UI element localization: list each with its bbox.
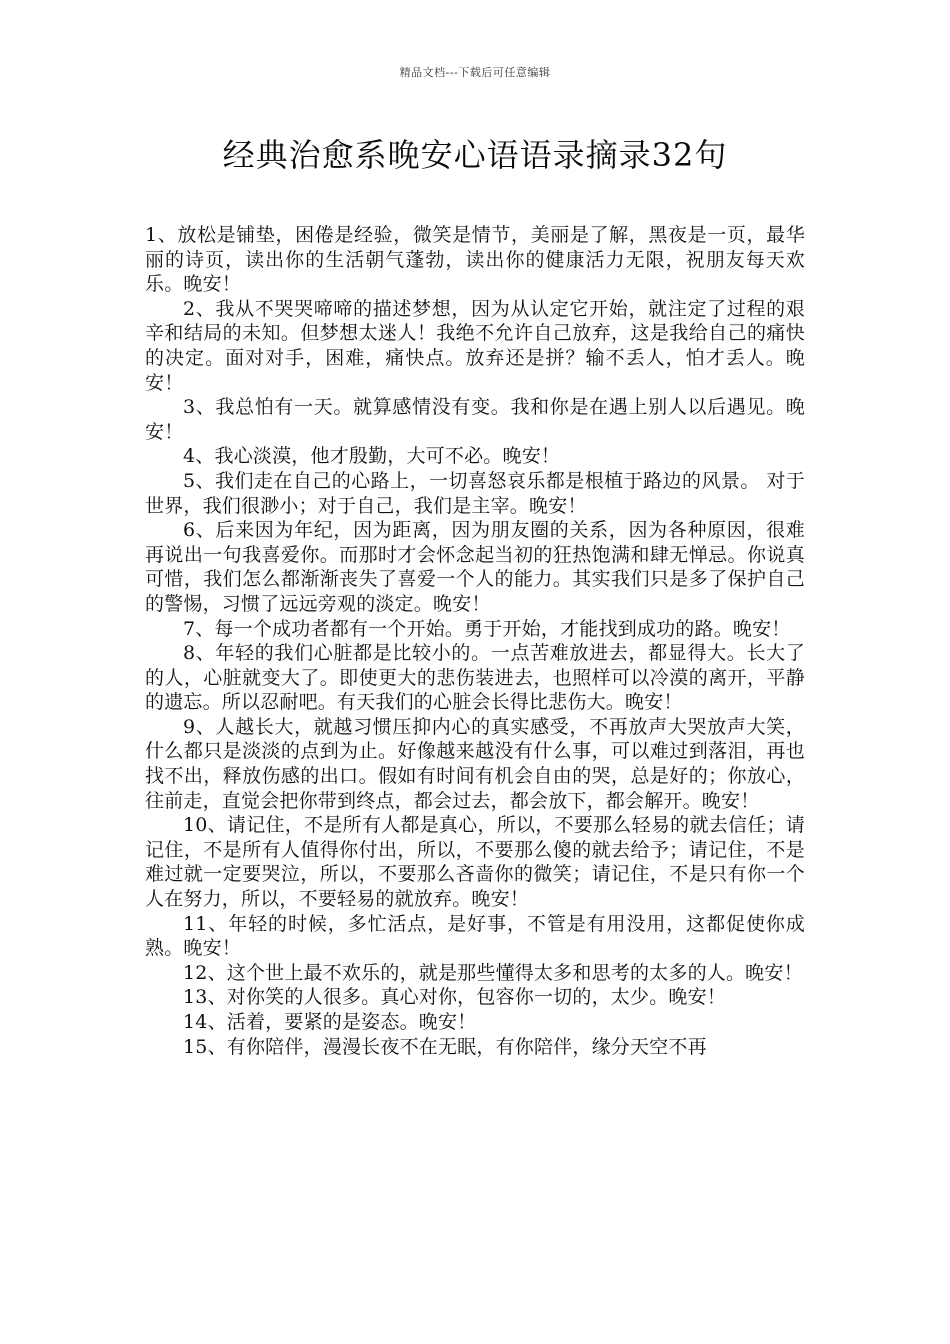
- paragraph-11: 11、年轻的时候，多忙活点，是好事，不管是有用没用，这都促使你成熟。晚安！: [145, 912, 805, 960]
- paragraph-9: 9、人越长大，就越习惯压抑内心的真实感受，不再放声大哭放声大笑，什么都只是淡淡的点到为止。好像越来越没有什么事，可以难过到落泪，再也找不出，释放伤感的出口。假如有时间有机会自由的哭，总是好的；你放心，往前走，直觉会把你带到终点，都会过去，都会放下，都会解开。晚安！: [145, 715, 805, 812]
- paragraph-8: 8、年轻的我们心脏都是比较小的。一点苦难放进去，都显得大。长大了的人，心脏就变大了。即使更大的悲伤装进去，也照样可以冷漠的离开，平静的遗忘。所以忍耐吧。有天我们的心脏会长得比悲伤大。晚安！: [145, 642, 805, 714]
- document-title: 经典治愈系晚安心语语录摘录32句: [222, 136, 728, 174]
- paragraph-10: 10、请记住，不是所有人都是真心，所以，不要那么轻易的就去信任；请记住，不是所有人值得你付出，所以，不要那么傻的就去给予；请记住，不是难过就一定要哭泣，所以，不要那么吝啬你的微笑；请记住，不是只有你一个人在努力，所以，不要轻易的就放弃。晚安！: [145, 814, 805, 911]
- paragraph-13: 13、对你笑的人很多。真心对你，包容你一切的，太少。晚安！: [183, 986, 726, 1009]
- paragraph-3: 3、我总怕有一天。就算感情没有变。我和你是在遇上别人以后遇见。晚安！: [145, 396, 805, 443]
- paragraph-5: 5、我们走在自己的心路上，一切喜怒哀乐都是根植于路边的风景。 对于世界，我们很渺小；对于自己，我们是主宰。晚安！: [145, 469, 805, 517]
- header-note: 精品文档---下载后可任意编辑: [399, 66, 551, 79]
- paragraph-4: 4、我心淡漠，他才殷勤，大可不必。晚安！: [183, 445, 561, 468]
- paragraph-7: 7、每一个成功者都有一个开始。勇于开始，才能找到成功的路。晚安！: [183, 617, 791, 640]
- paragraph-15: 15、有你陪伴，漫漫长夜不在无眠，有你陪伴，缘分天空不再: [183, 1035, 707, 1058]
- paragraph-6: 6、后来因为年纪，因为距离，因为朋友圈的关系，因为各种原因，很难再说出一句我喜爱你。而那时才会怀念起当初的狂热饱满和肆无惮忌。你说真可惜，我们怎么都渐渐丧失了喜爱一个人的能力。其实我们只是多了保护自己的警惕，习惯了远远旁观的淡定。晚安！: [145, 519, 805, 615]
- paragraph-1: 1、放松是铺垫，困倦是经验，微笑是情节，美丽是了解，黑夜是一页，最华丽的诗页，读出你的生活朝气蓬勃，读出你的健康活力无限，祝朋友每天欢乐。晚安！: [145, 224, 805, 296]
- paragraph-12: 12、这个世上最不欢乐的，就是那些懂得太多和思考的太多的人。晚安！: [183, 961, 803, 984]
- paragraph-14: 14、活着，要紧的是姿态。晚安！: [183, 1011, 477, 1033]
- document-body: [145, 223, 805, 1059]
- paragraph-2: 2、我从不哭哭啼啼的描述梦想，因为从认定它开始，就注定了过程的艰辛和结局的未知。但梦想太迷人！我绝不允许自己放弃，这是我给自己的痛快的决定。面对对手，困难，痛快点。放弃还是拼？输不丢人，怕才丢人。晚安！: [145, 297, 805, 394]
